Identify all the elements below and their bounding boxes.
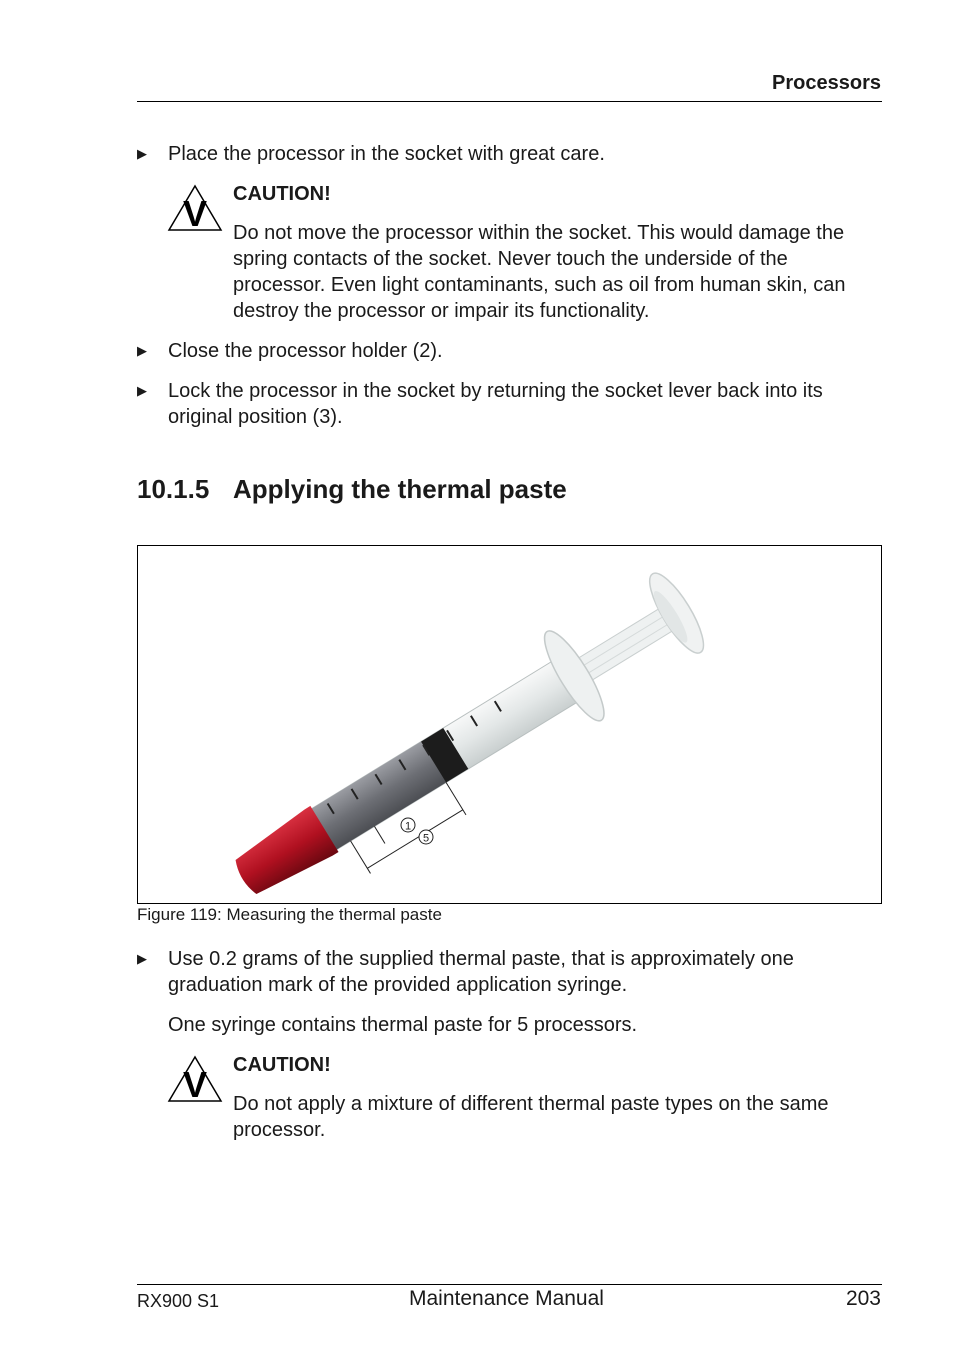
caution-2-line: processor. bbox=[233, 1119, 326, 1141]
caution-title: CAUTION! bbox=[233, 1054, 331, 1076]
bullet-arrow-icon: ▶ bbox=[137, 146, 147, 161]
caution-2-text bbox=[233, 1091, 829, 1143]
section-title: Applying the thermal paste bbox=[233, 474, 567, 504]
svg-text:1: 1 bbox=[404, 820, 412, 833]
caution-title: CAUTION! bbox=[233, 183, 331, 205]
callout-5 bbox=[419, 830, 433, 845]
footer-model: RX900 S1 bbox=[137, 1291, 220, 1311]
step-close-holder: Close the processor holder (2). bbox=[168, 340, 443, 362]
step-line: original position (3). bbox=[168, 406, 343, 428]
svg-text:5: 5 bbox=[422, 832, 430, 845]
svg-text:V: V bbox=[182, 193, 208, 232]
step-place-processor: Place the processor in the socket with great care. bbox=[168, 143, 605, 165]
caution-1-line: destroy the processor or impair its functionality. bbox=[233, 300, 650, 322]
bullet-arrow-icon: ▶ bbox=[137, 343, 147, 358]
caution-icon bbox=[167, 184, 223, 232]
bullet-arrow-icon: ▶ bbox=[137, 951, 147, 966]
syringe-illustration bbox=[138, 546, 881, 903]
figure-frame bbox=[137, 545, 882, 904]
callout-1 bbox=[401, 818, 415, 833]
caution-1-line: processor. Even light contaminants, such as oil from human skin, can bbox=[233, 274, 846, 296]
footer-rule bbox=[137, 1284, 882, 1285]
figure-caption: Figure 119: Measuring the thermal paste bbox=[137, 905, 442, 924]
step-line: Use 0.2 grams of the supplied thermal paste, that is approximately one bbox=[168, 948, 794, 970]
footer-manual-title: Maintenance Manual bbox=[409, 1287, 604, 1310]
caution-1-line: spring contacts of the socket. Never touch the underside of the bbox=[233, 248, 788, 270]
header-rule bbox=[137, 101, 882, 102]
page-number: 203 bbox=[845, 1287, 881, 1310]
section-number: 10.1.5 bbox=[137, 474, 210, 504]
caution-icon bbox=[167, 1055, 223, 1103]
svg-text:V: V bbox=[182, 1064, 208, 1103]
step-line: Lock the processor in the socket by returning the socket lever back into its bbox=[168, 380, 823, 402]
caution-1-line: Do not move the processor within the socket. This would damage the bbox=[233, 222, 845, 244]
bullet-arrow-icon: ▶ bbox=[137, 383, 147, 398]
step-lock-processor bbox=[168, 378, 823, 430]
caution-1-text bbox=[233, 220, 846, 324]
running-head: Processors bbox=[772, 72, 881, 94]
step-line: graduation mark of the provided application syringe. bbox=[168, 974, 628, 996]
step-use-paste bbox=[168, 946, 794, 998]
note-text: One syringe contains thermal paste for 5 processors. bbox=[168, 1014, 638, 1036]
caution-2-line: Do not apply a mixture of different thermal paste types on the same bbox=[233, 1093, 829, 1115]
